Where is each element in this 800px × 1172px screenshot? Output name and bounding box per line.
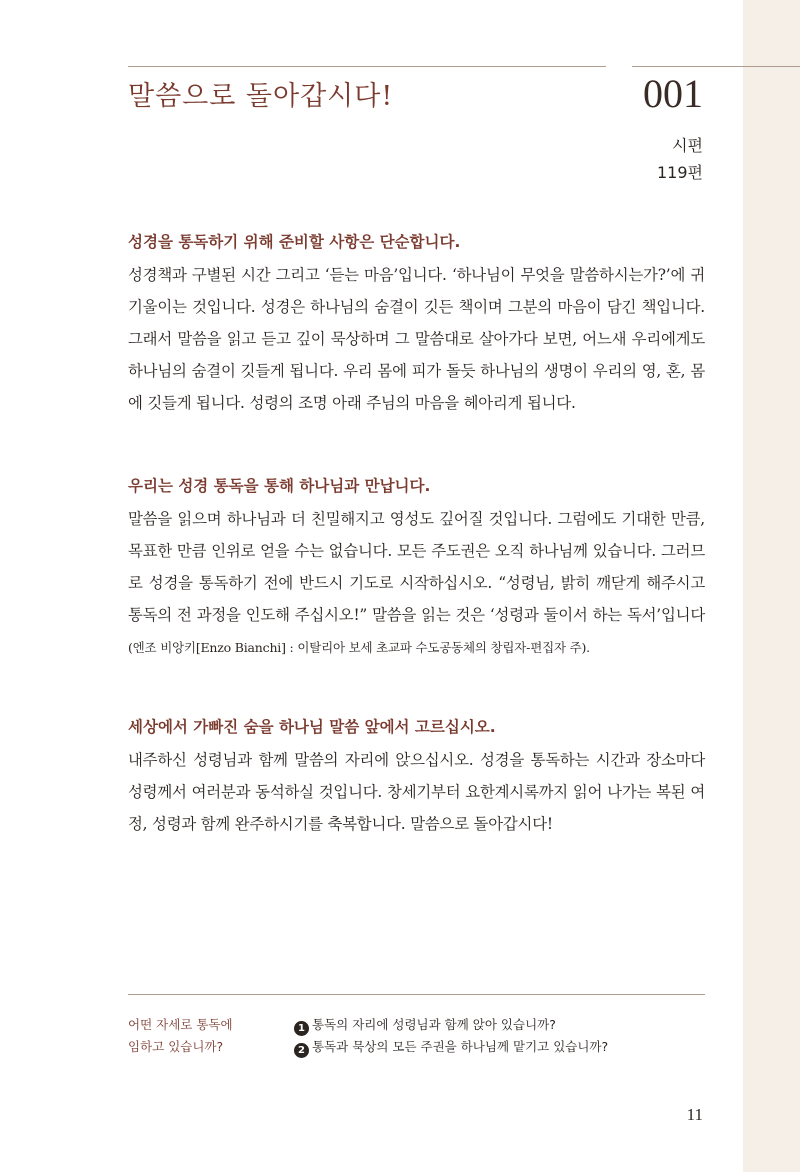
editor-note: (엔조 비앙키[Enzo Bianchi] : 이탈리아 보세 초교파 수도공동체의 창립자-편집자 주). (128, 640, 590, 655)
reflection-label-line: 어떤 자세로 통독에 (128, 1017, 233, 1032)
question-item (294, 1036, 714, 1058)
question-number: 2 (294, 1043, 309, 1058)
page-edge-strip (743, 0, 800, 1172)
question-text: 통독과 묵상의 모든 주권을 하나님께 맡기고 있습니까? (312, 1039, 609, 1054)
header-rule-right (632, 66, 800, 67)
reflection-questions (294, 1014, 714, 1058)
question-number: 1 (294, 1021, 309, 1036)
header-rule-left (128, 66, 606, 67)
chapter-number: 119편 (657, 163, 703, 182)
section-preparation (128, 229, 705, 419)
section-heading: 우리는 성경 통독을 통해 하나님과 만납니다. (128, 477, 431, 495)
reflection-label (128, 1014, 278, 1058)
page-title: 말씀으로 돌아갑시다! (128, 81, 394, 112)
section-heading: 성경을 통독하기 위해 준비할 사항은 단순합니다. (128, 233, 461, 251)
scripture-reference (657, 132, 703, 186)
section-heading: 세상에서 가빠진 숨을 하나님 말씀 앞에서 고르십시오. (128, 718, 496, 736)
section-body-text: 말씀을 읽으며 하나님과 더 친밀해지고 영성도 깊어질 것입니다. 그럼에도 기대한 만큼, 목표한 만큼 인위로 얻을 수는 없습니다. 모든 주도권은 오직 하나님께 있습니다. 그러므로 성경을 통독하기 전에 반드시 기도로 시작하십시오. “성령님, 밝히 깨닫게 해주시고 통독의 전 과정을 인도해 주십시오!” 말씀을 읽는 것은 ‘성령과 둘이서 하는 독서’입니다 (128, 510, 705, 624)
section-body: 내주하신 성령님과 함께 말씀의 자리에 앉으십시오. 성경을 통독하는 시간과 장소마다 성령께서 여러분과 동석하실 것입니다. 창세기부터 요한계시록까지 읽어 나가는 복된 여정, 성령과 함께 완주하시기를 축복합니다. 말씀으로 돌아갑시다! (128, 751, 705, 833)
page-number: 11 (686, 1105, 703, 1124)
questions-divider (128, 994, 705, 995)
book-name: 시편 (672, 136, 703, 155)
reading-number: 001 (643, 71, 703, 116)
question-item (294, 1014, 714, 1036)
section-body (128, 503, 705, 664)
section-meeting-god (128, 473, 705, 664)
section-body: 성경책과 구별된 시간 그리고 ‘듣는 마음’입니다. ‘하나님이 무엇을 말씀하시는가?’에 귀 기울이는 것입니다. 성경은 하나님의 숨결이 깃든 책이며 그분의 마음이 담긴 책입니다. 그래서 말씀을 읽고 듣고 깊이 묵상하며 그 말씀대로 살아가다 보면, 어느새 우리에게도 하나님의 숨결이 깃들게 됩니다. 우리 몸에 피가 돌듯 하나님의 생명이 우리의 영, 혼, 몸에 깃들게 됩니다. 성령의 조명 아래 주님의 마음을 헤아리게 됩니다. (128, 266, 705, 412)
question-text: 통독의 자리에 성령님과 함께 앉아 있습니까? (312, 1017, 556, 1032)
section-rest-breath (128, 714, 705, 840)
reflection-label-line: 임하고 있습니까? (128, 1039, 224, 1054)
